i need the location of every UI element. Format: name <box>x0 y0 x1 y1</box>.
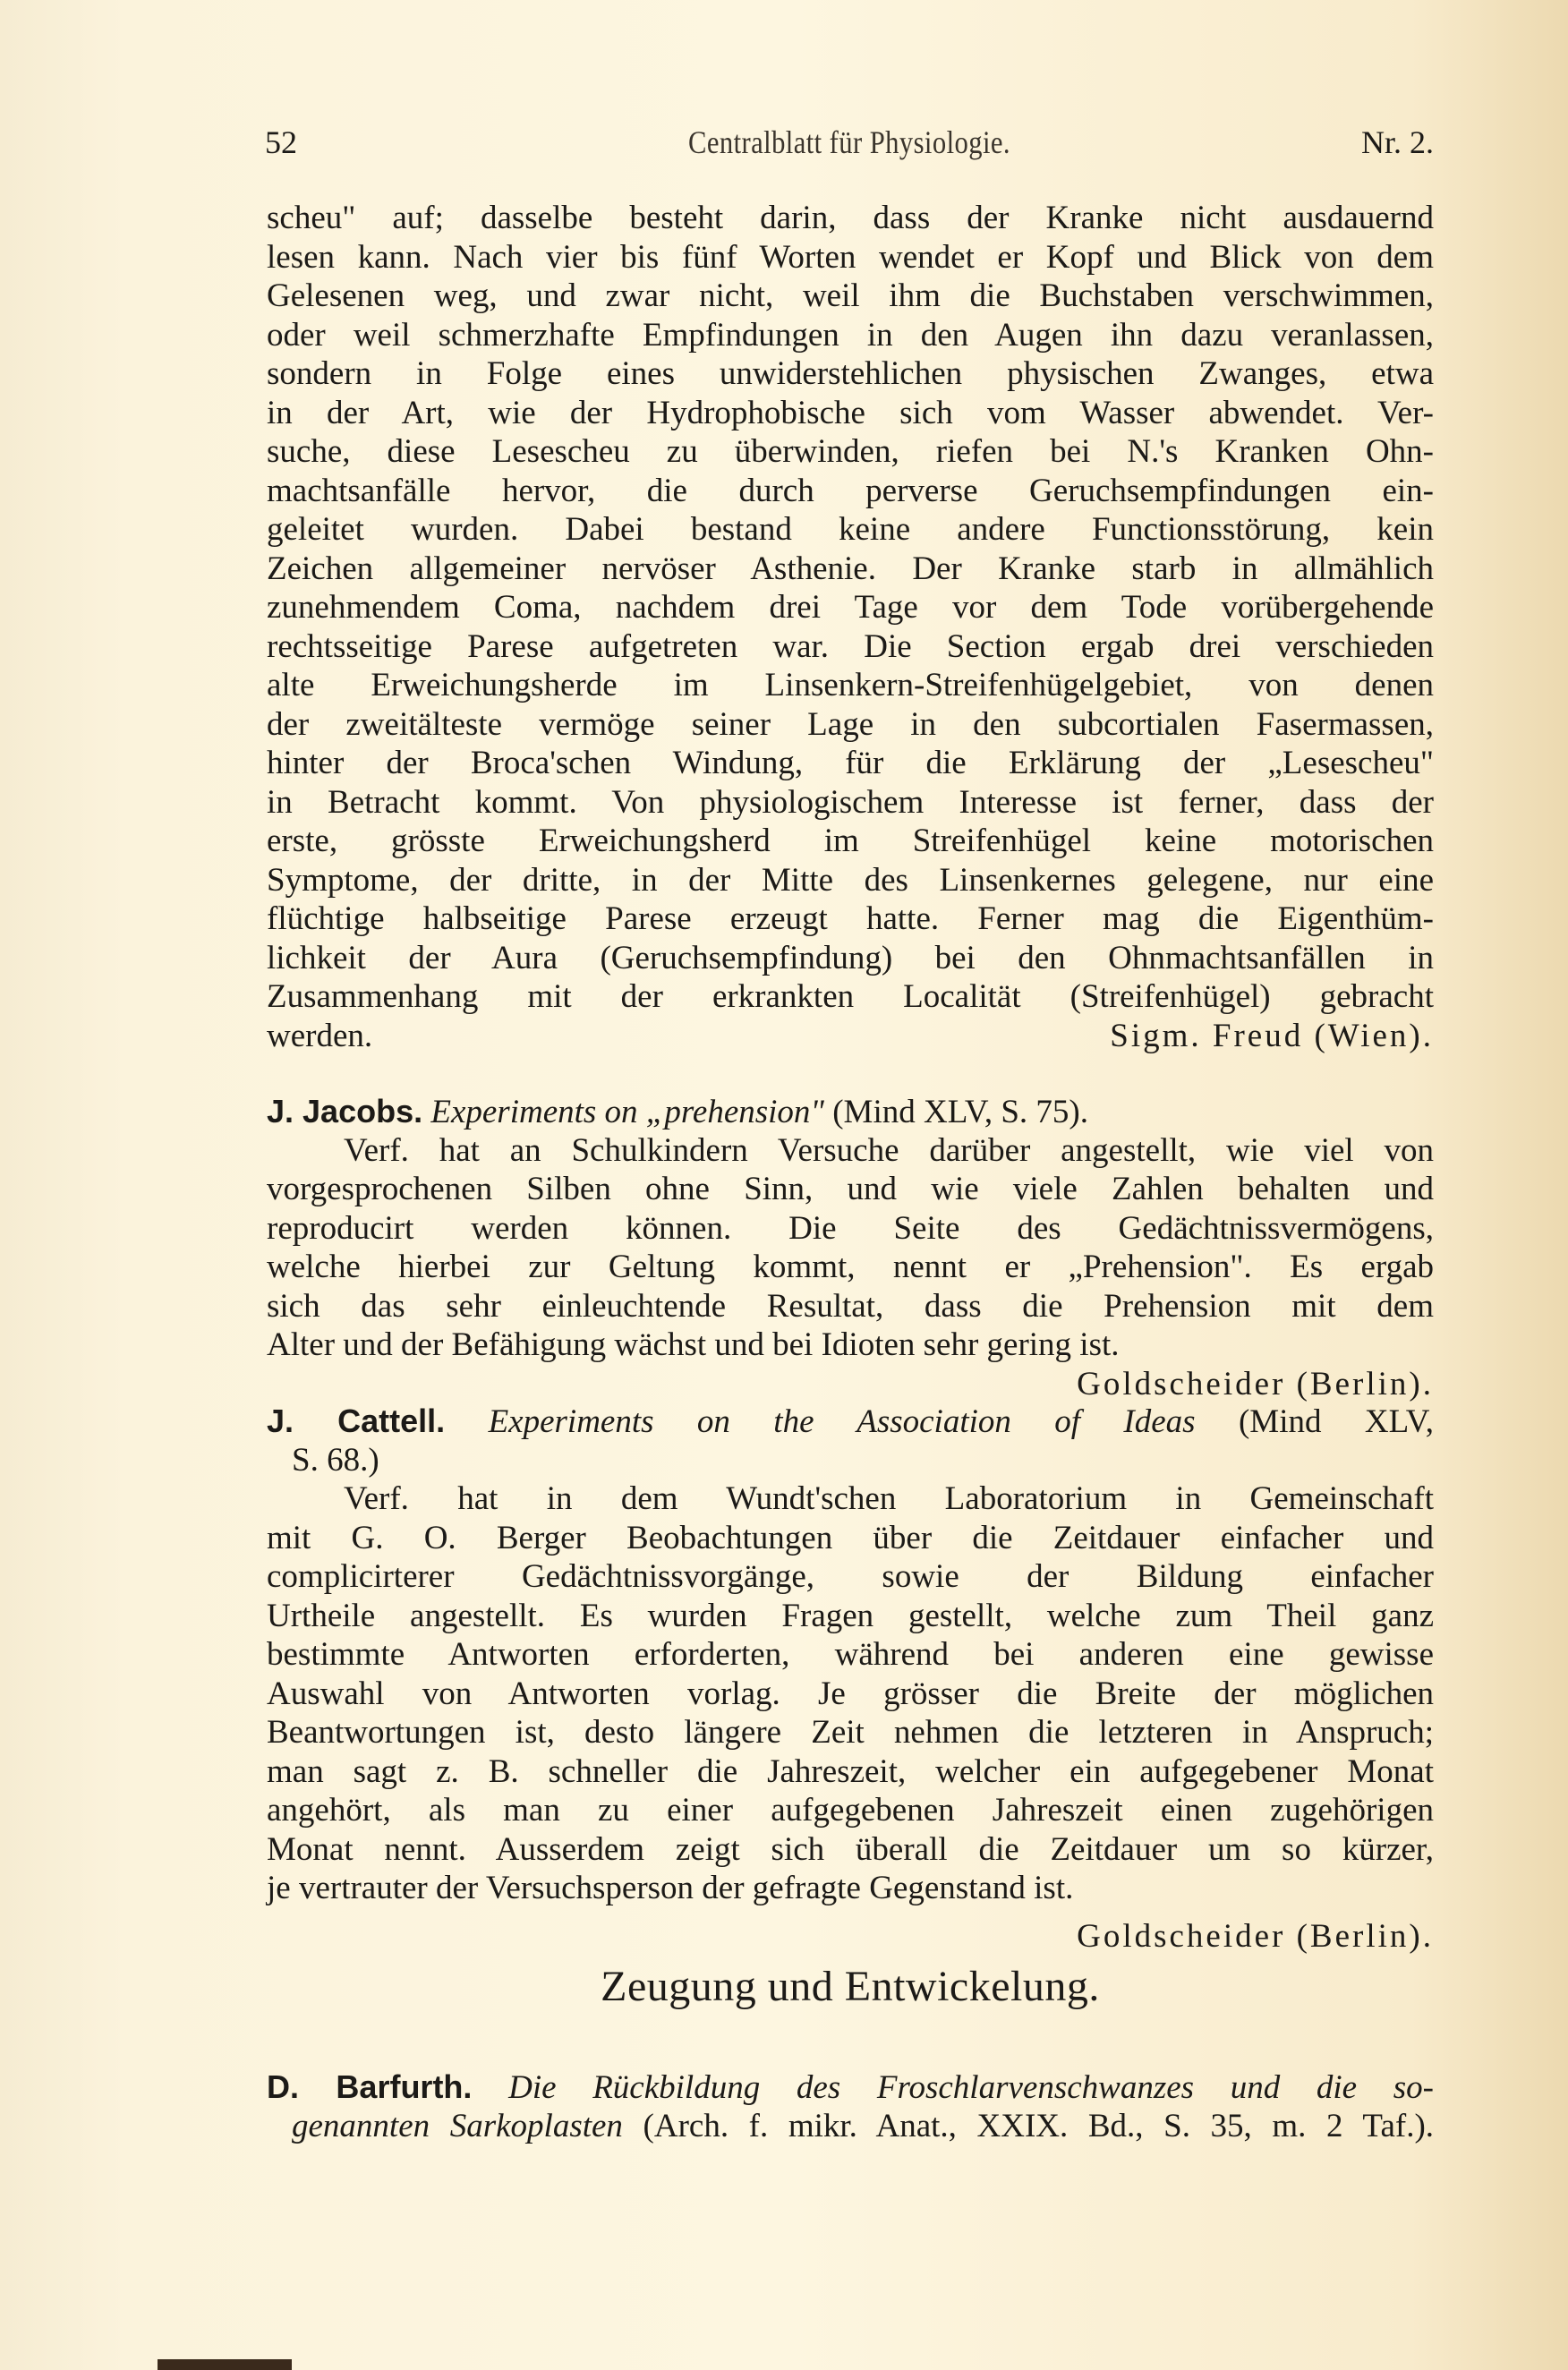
text-line: sich das sehr einleuchtende Resultat, dass die Prehension mit dem <box>267 1287 1434 1325</box>
text-line: Beantwortungen ist, desto längere Zeit nehmen die letzteren in Anspruch; <box>267 1714 1434 1751</box>
text-line: Auswahl von Antworten vorlag. Je grösser die Breite der möglichen <box>267 1675 1434 1712</box>
last-line-text: werden. <box>267 1017 373 1054</box>
jacobs-review <box>267 1092 1434 1403</box>
issue-number: Nr. 2. <box>1361 124 1434 160</box>
review-title: Die Rückbildung des Froschlarvenschwanzes und die so- <box>508 2069 1434 2106</box>
scan-edge-shadow <box>158 2359 292 2370</box>
review-title: Experiments on „prehension" <box>430 1094 824 1130</box>
text-line: sondern in Folge eines unwiderstehlichen physischen Zwanges, etwa <box>267 355 1434 392</box>
text-line: zunehmendem Coma, nachdem drei Tage vor dem Tode vorübergehende <box>267 589 1434 626</box>
review-citation: (Mind XLV, S. 75). <box>832 1094 1088 1130</box>
text-line: Monat nennt. Ausserdem zeigt sich überall die Zeitdauer um so kürzer, <box>267 1830 1434 1868</box>
review-author: J. Jacobs. <box>267 1093 423 1130</box>
freud-review <box>267 199 1434 1055</box>
text-line: alte Erweichungsherde im Linsenkern-Streifenhügelgebiet, von denen <box>267 667 1434 703</box>
text-line: suche, diese Lesescheu zu überwinden, riefen bei N.'s Kranken Ohn- <box>267 433 1434 470</box>
section-heading: Zeugung und Entwickelung. <box>601 1963 1100 2010</box>
text-line: complicirterer Gedächtnissvorgänge, sowie der Bildung einfacher <box>267 1558 1434 1595</box>
reviewer-signature: Sigm. Freud (Wien). <box>1110 1017 1434 1054</box>
review-author: J. Cattell. <box>267 1402 446 1439</box>
text-line: flüchtige halbseitige Parese erzeugt hatte. Ferner mag die Eigenthüm- <box>267 900 1434 937</box>
text-line: hinter der Broca'schen Windung, für die Erklärung der „Lesescheu" <box>267 745 1434 781</box>
review-title-line <box>267 2067 1434 2107</box>
text-line: angehört, als man zu einer aufgegebenen Jahreszeit einen zugehörigen <box>267 1792 1434 1829</box>
text-line: der zweitälteste vermöge seiner Lage in den subcortialen Fasermassen, <box>267 705 1434 743</box>
text-line: oder weil schmerzhafte Empfindungen in den Augen ihn dazu veranlassen, <box>267 316 1434 354</box>
text-line <box>267 1017 1434 1056</box>
text-line: Alter und der Befähigung wächst und bei Idioten sehr gering ist. <box>267 1326 1120 1363</box>
journal-title: Centralblatt für Physiologie. <box>688 124 1010 160</box>
reviewer-signature: Goldscheider (Berlin). <box>1077 1365 1434 1402</box>
barfurth-review <box>267 2067 1434 2145</box>
review-title: Experiments on the Association of Ideas <box>488 1403 1196 1440</box>
review-title-cont <box>267 2107 1434 2146</box>
text-line: welche hierbei zur Geltung kommt, nennt er „Prehension". Es ergab <box>267 1249 1434 1285</box>
text-line: je vertrauter der Versuchsperson der gefragte Gegenstand ist. <box>267 1870 1074 1906</box>
text-line: machtsanfälle hervor, die durch perverse Geruchsempfindungen ein- <box>267 472 1434 509</box>
text-line: Verf. hat an Schulkindern Versuche darüber angestellt, wie viel von <box>344 1131 1434 1169</box>
text-line: in Betracht kommt. Von physiologischem Interesse ist ferner, dass der <box>267 783 1434 821</box>
text-line: scheu" auf; dasselbe besteht darin, dass der Kranke nicht ausdauernd <box>267 200 1434 236</box>
text-line: rechtsseitige Parese aufgetreten war. Die Section ergab drei verschieden <box>267 627 1434 665</box>
page-number: 52 <box>265 124 297 160</box>
review-title-line <box>267 1402 1434 1441</box>
cattell-review <box>267 1402 1434 1956</box>
text-line: Zusammenhang mit der erkrankten Localität (Streifenhügel) gebracht <box>267 978 1434 1015</box>
text-line: Verf. hat in dem Wundt'schen Laboratorium in Gemeinschaft <box>344 1480 1434 1517</box>
text-line: Gelesenen weg, und zwar nicht, weil ihm die Buchstaben verschwimmen, <box>267 277 1434 314</box>
review-title-line <box>267 1092 1434 1131</box>
text-line: vorgesprochenen Silben ohne Sinn, und wie viele Zahlen behalten und <box>267 1171 1434 1207</box>
text-line: man sagt z. B. schneller die Jahreszeit, welcher ein aufgegebener Monat <box>267 1752 1434 1790</box>
text-line: lesen kann. Nach vier bis fünf Worten wendet er Kopf und Blick von dem <box>267 238 1434 276</box>
text-line: Zeichen allgemeiner nervöser Asthenie. Der Kranke starb in allmählich <box>267 550 1434 587</box>
running-header <box>265 124 1434 168</box>
text-line: lichkeit der Aura (Geruchsempfindung) bei den Ohnmachtsanfällen in <box>267 939 1434 976</box>
review-citation: (Arch. f. mikr. Anat., XXIX. Bd., S. 35, m. 2 Taf.). <box>643 2107 1435 2144</box>
review-citation: (Mind XLV, <box>1238 1403 1434 1440</box>
text-line: Urtheile angestellt. Es wurden Fragen gestellt, welche zum Theil ganz <box>267 1597 1434 1634</box>
review-author: D. Barfurth. <box>267 2068 473 2105</box>
reviewer-signature: Goldscheider (Berlin). <box>1077 1917 1434 1955</box>
text-line: bestimmte Antworten erforderten, während bei anderen eine gewisse <box>267 1636 1434 1673</box>
text-line: in der Art, wie der Hydrophobische sich vom Wasser abwendet. Ver- <box>267 394 1434 431</box>
text-line: reproducirt werden können. Die Seite des Gedächtnissvermögens, <box>267 1209 1434 1247</box>
text-line: mit G. O. Berger Beobachtungen über die Zeitdauer einfacher und <box>267 1519 1434 1556</box>
review-citation-cont: S. 68.) <box>292 1441 379 1479</box>
review-title-cont-text: genannten Sarkoplasten <box>292 2107 623 2144</box>
text-line: Symptome, der dritte, in der Mitte des Linsenkernes gelegene, nur eine <box>267 861 1434 899</box>
text-line: geleitet wurden. Dabei bestand keine andere Functionsstörung, kein <box>267 511 1434 548</box>
text-line: erste, grösste Erweichungsherd im Streifenhügel keine motorischen <box>267 823 1434 859</box>
